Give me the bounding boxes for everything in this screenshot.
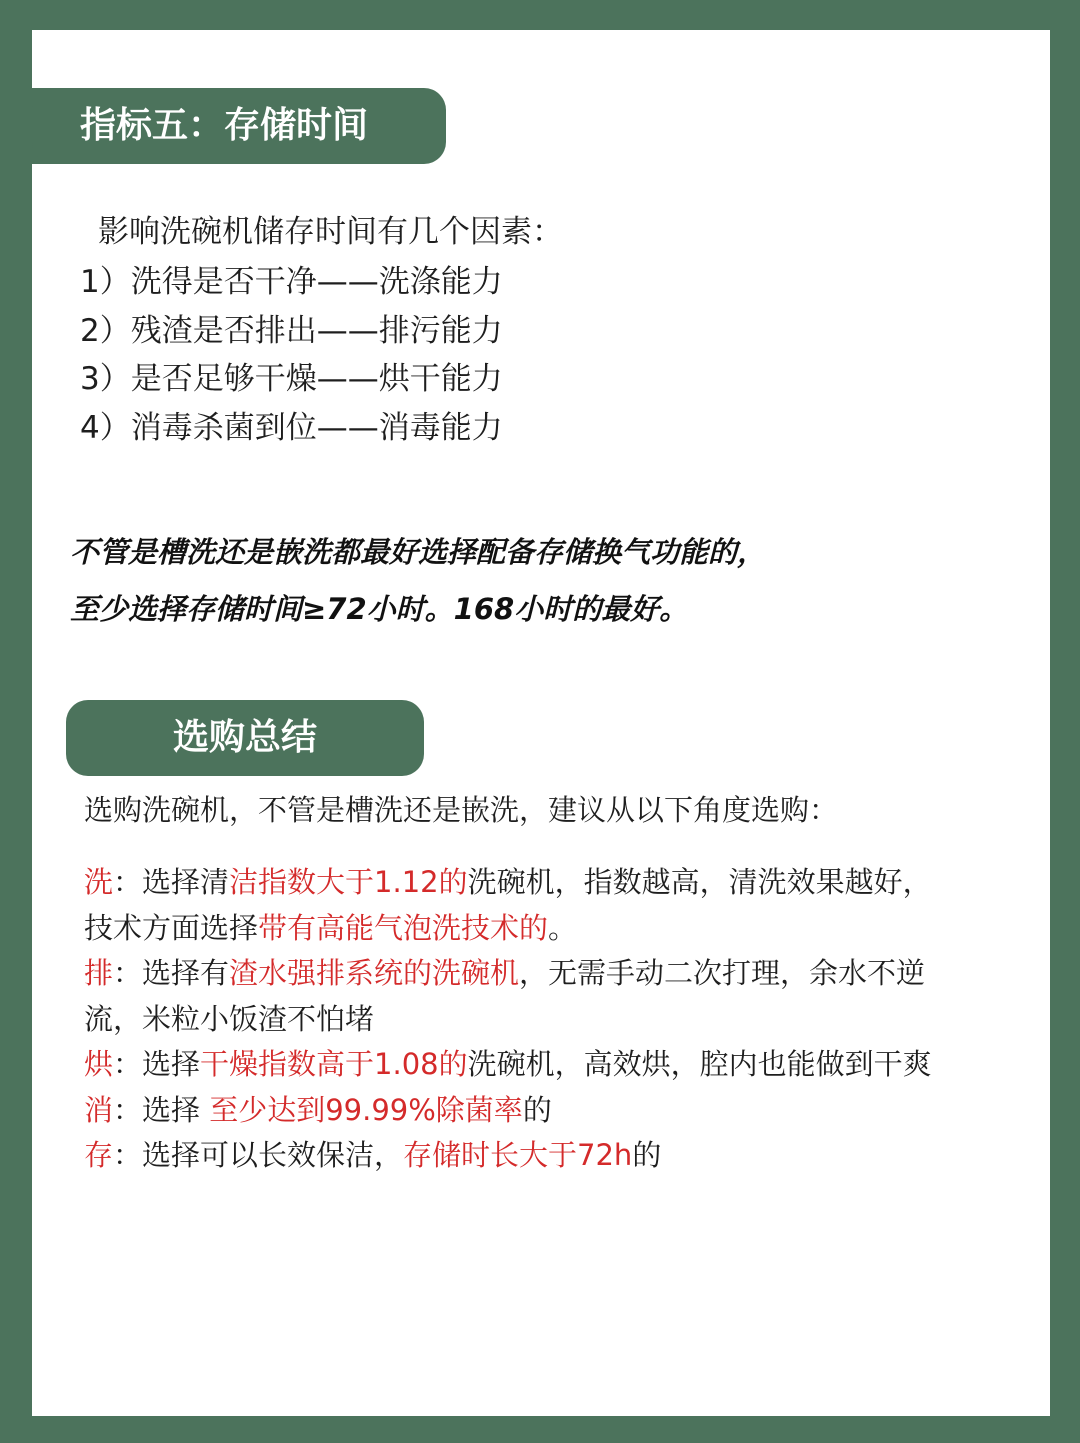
point-highlight: 渣水强排系统的洗碗机	[229, 956, 520, 990]
point-text: ：选择	[113, 1047, 201, 1081]
point-highlight: 存储时长大于72h	[403, 1138, 633, 1172]
recommendation-line: 至少选择存储时间≥72小时。168小时的最好。	[70, 592, 689, 626]
point-key: 排	[84, 956, 114, 990]
point-text: 的	[632, 1138, 662, 1172]
summary-point-disinfect	[84, 1088, 934, 1134]
list-item: 4）消毒杀菌到位——消毒能力	[80, 409, 503, 446]
summary-point-wash	[84, 860, 934, 951]
section-title-storage-time	[32, 88, 446, 164]
list-item: 3）是否足够干燥——烘干能力	[80, 361, 503, 397]
point-key: 烘	[84, 1047, 114, 1081]
point-key: 消	[84, 1092, 114, 1127]
point-text: ：选择可以长效保洁，	[113, 1138, 404, 1172]
point-highlight: 至少达到99.99%除菌率	[209, 1092, 523, 1127]
storage-intro: 影响洗碗机储存时间有几个因素：	[98, 214, 563, 250]
point-text: ，无需手动二次打理，余水不逆流，米粒小饭渣不怕堵	[84, 956, 926, 1036]
point-highlight: 带有高能气泡洗技术的	[258, 910, 549, 945]
point-text: ：选择清	[113, 865, 230, 899]
recommendation-line: 不管是槽洗还是嵌洗都最好选择配备存储换气功能的，	[70, 535, 767, 569]
point-text: ：选择	[113, 1092, 210, 1127]
point-key: 存	[84, 1138, 114, 1172]
summary-points	[84, 860, 934, 1179]
list-item: 1）洗得是否干净——洗涤能力	[80, 264, 503, 300]
point-text: ：选择有	[113, 956, 230, 990]
section-title-summary: 选购总结	[66, 700, 424, 776]
point-key: 洗	[84, 865, 114, 899]
summary-point-storage	[84, 1133, 934, 1179]
content-card	[32, 30, 1050, 1416]
summary-point-drain	[84, 951, 934, 1042]
point-text: 的	[522, 1092, 552, 1127]
list-item: 2）残渣是否排出——排污能力	[80, 312, 503, 349]
point-text: 。	[548, 910, 578, 945]
summary-intro: 选购洗碗机，不管是槽洗还是嵌洗，建议从以下角度选购：	[84, 793, 839, 827]
summary-point-dry	[84, 1042, 934, 1088]
pill-left-cap	[32, 88, 56, 164]
point-highlight: 洁指数大于1.12的	[229, 865, 468, 899]
point-highlight: 干燥指数高于1.08的	[200, 1047, 468, 1081]
section-title-text: 指标五：存储时间	[80, 105, 369, 146]
point-text: 洗碗机，高效烘，腔内也能做到干爽	[467, 1047, 932, 1081]
point-text: 洗碗机，指数越高，清洗效果越好，技术方面选择	[84, 865, 932, 945]
factor-list	[80, 258, 503, 452]
storage-recommendation	[70, 524, 766, 638]
